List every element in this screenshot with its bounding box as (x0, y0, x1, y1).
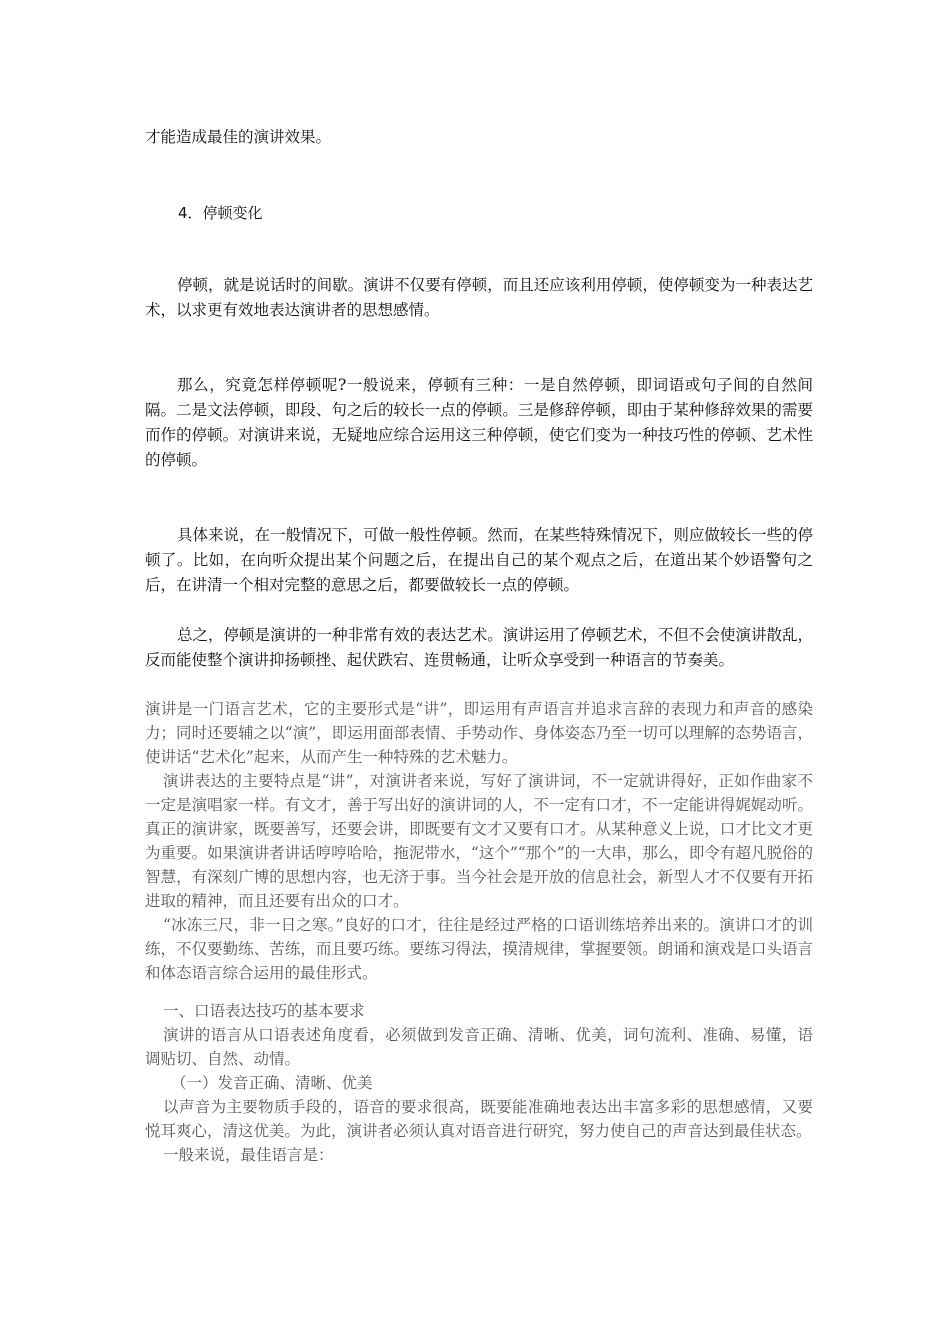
heading-pronunciation: （一）发音正确、清晰、优美 (171, 1074, 373, 1092)
paragraph-speech-feature: 演讲表达的主要特点是“讲”，对演讲者来说，写好了演讲词，不一定就讲得好，正如作曲家不一定是演唱家一样。有文才，善于写出好的演讲词的人，不一定有口才，不一定能讲得娓娓动听。真正的演讲家，既要善写，还要会讲，即既要有文才又要有口才。从某种意义上说，口才比文才更为重要。如果演讲者讲话哼哼哈哈，拖泥带水，“这个”“那个”的一大串，那么，即令有超凡脱俗的智慧，有深刻广博的思想内容，也无济于事。当今社会是开放的信息社会，新型人才不仅要有开拓进取的精神，而且还要有出众的口才。 (145, 772, 813, 910)
paragraph-voice: 以声音为主要物质手段的，语音的要求很高，既要能准确地表达出丰富多彩的思想感情，又要悦耳爽心，清这优美。为此，演讲者必须认真对语音进行研究，努力使自己的声音达到最佳状态。 (145, 1098, 813, 1140)
paragraph-speech-art: 演讲是一门语言艺术，它的主要形式是“讲”，即运用有声语言并追求言辞的表现力和声音的感染力；同时还要辅之以“演”，即运用面部表情、手势动作、身体姿态乃至一切可以理解的态势语言，使讲话“艺术化”起来，从而产生一种特殊的艺术魅力。 (145, 700, 813, 766)
paragraph-language-requirements: 演讲的语言从口语表述角度看，必须做到发音正确、清晰、优美，词句流利、准确、易懂，语调贴切、自然、动情。 (145, 1026, 813, 1068)
paragraph-pause-specifics: 具体来说，在一般情况下，可做一般性停顿。然而，在某些特殊情况下，则应做较长一些的停顿了。比如，在向听众提出某个问题之后，在提出自己的某个观点之后，在道出某个妙语警句之后，在讲清一个相对完整的意思之后，都要做较长一点的停顿。 (145, 526, 813, 594)
paragraph-eloquence-training: “冰冻三尺，非一日之寒。”良好的口才，往往是经过严格的口语训练培养出来的。演讲口才的训练，不仅要勤练、苦练，而且要巧练。要练习得法，摸清规律，掌握要领。朗诵和演戏是口头语言和体态语言综合运用的最佳形式。 (145, 916, 813, 982)
heading-basic-requirements: 一、口语表达技巧的基本要求 (163, 1002, 365, 1020)
lower-text-block (145, 697, 813, 1167)
paragraph-best-language: 一般来说，最佳语言是： (163, 1146, 334, 1164)
paragraph-continuation: 才能造成最佳的演讲效果。 (145, 128, 332, 146)
section-heading-pause-variation: 4．停顿变化 (178, 204, 263, 222)
paragraph-pause-summary: 总之，停顿是演讲的一种非常有效的表达艺术。演讲运用了停顿艺术，不但不会使演讲散乱，反而能使整个演讲抑扬顿挫、起伏跌宕、连贯畅通，让听众享受到一种语言的节奏美。 (145, 626, 813, 669)
paragraph-pause-definition: 停顿，就是说话时的间歇。演讲不仅要有停顿，而且还应该利用停顿，使停顿变为一种表达艺术，以求更有效地表达演讲者的思想感情。 (145, 276, 813, 319)
paragraph-pause-types: 那么，究竟怎样停顿呢?一般说来，停顿有三种：一是自然停顿，即词语或句子间的自然间隔。二是文法停顿，即段、句之后的较长一点的停顿。三是修辞停顿，即由于某种修辞效果的需要而作的停顿。对演讲来说，无疑地应综合运用这三种停顿，使它们变为一种技巧性的停顿、艺术性的停顿。 (145, 376, 813, 469)
